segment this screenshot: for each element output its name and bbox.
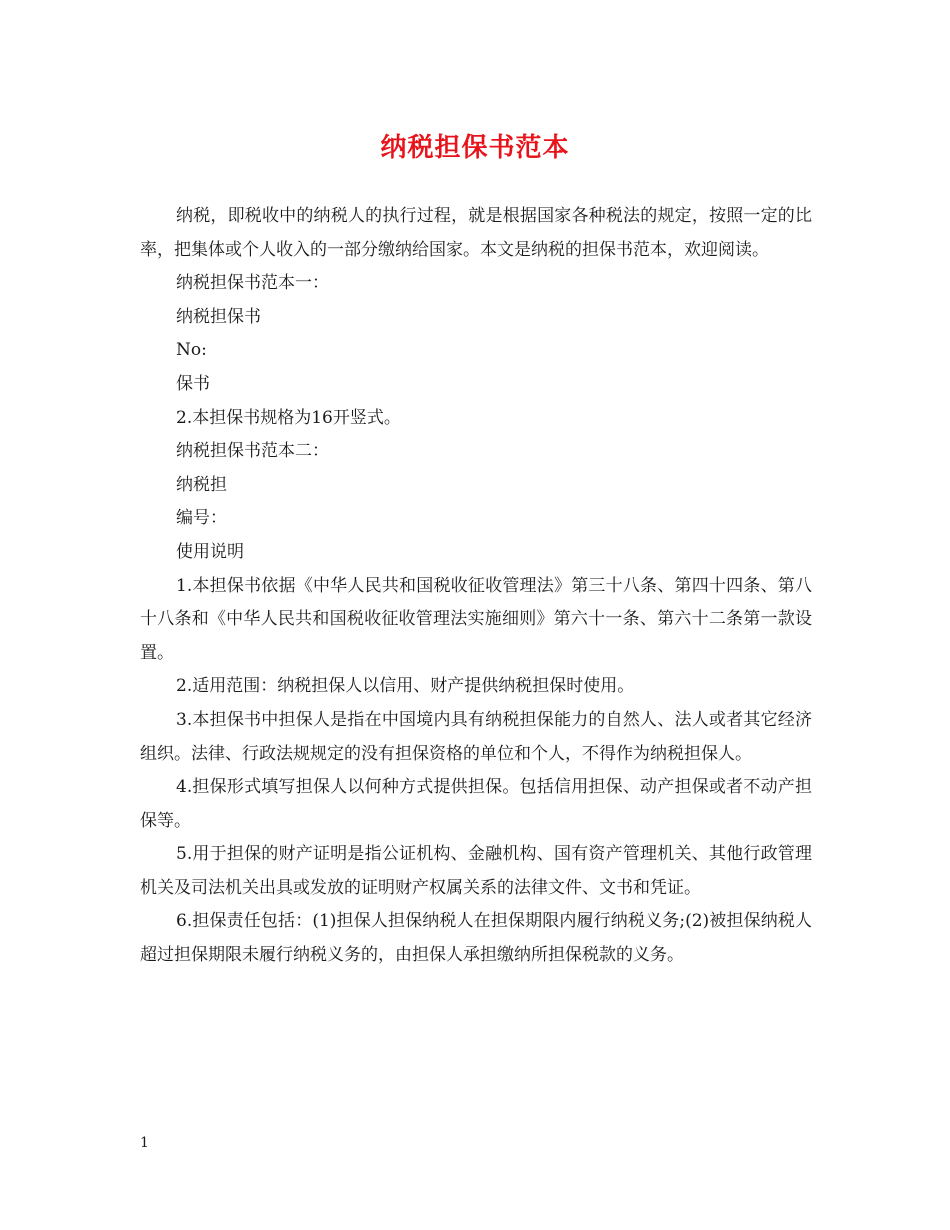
usage-item: 5.用于担保的财产证明是指公证机构、金融机构、国有资产管理机关、其他行政管理机关及司法机关出具或发放的证明财产权属关系的法律文件、文书和凭证。 <box>140 844 812 898</box>
usage-item: 1.本担保书依据《中华人民共和国税收征收管理法》第三十八条、第四十四条、第八十八条和《中华人民共和国税收征收管理法实施细则》第六十一条、第六十二条第一款设置。 <box>140 575 812 663</box>
intro-paragraph: 纳税，即税收中的纳税人的执行过程，就是根据国家各种税法的规定，按照一定的比率，把集体或个人收入的一部分缴纳给国家。本文是纳税的担保书范本，欢迎阅读。 <box>140 206 812 260</box>
document-title: 纳税担保书范本 <box>380 133 570 163</box>
spec-note: 2.本担保书规格为16开竖式。 <box>176 407 401 428</box>
usage-item: 6.担保责任包括：(1)担保人担保纳税人在担保期限内履行纳税义务;(2)被担保纳税人超过担保期限未履行纳税义务的，由担保人承担缴纳所担保税款的义务。 <box>140 911 812 966</box>
usage-item: 2.适用范围：纳税担保人以信用、财产提供纳税担保时使用。 <box>176 676 635 697</box>
usage-item: 4.担保形式填写担保人以何种方式提供担保。包括信用担保、动产担保或者不动产担保等。 <box>140 777 812 831</box>
body-line: 纳税担 <box>176 474 227 495</box>
form-title: 纳税担保书 <box>176 306 261 327</box>
body-line: 保书 <box>176 373 210 394</box>
usage-item: 3.本担保书中担保人是指在中国境内具有纳税担保能力的自然人、法人或者其它经济组织。法律、行政法规规定的没有担保资格的单位和个人，不得作为纳税担保人。 <box>140 709 812 764</box>
serial-number-label: 编号： <box>176 508 227 529</box>
section-heading-sample-two: 纳税担保书范本二： <box>176 441 329 462</box>
usage-heading: 使用说明 <box>176 541 244 562</box>
document-body <box>140 200 812 973</box>
page-number: 1 <box>140 1135 149 1151</box>
form-number-label: No: <box>176 340 207 361</box>
section-heading-sample-one: 纳税担保书范本一： <box>176 273 329 294</box>
